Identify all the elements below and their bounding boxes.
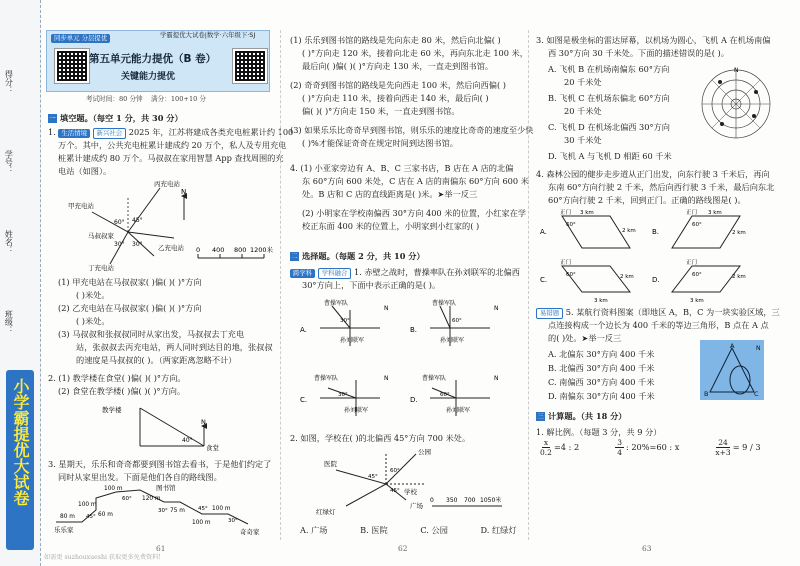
student-id-label: 学号： — [4, 150, 14, 174]
route-len-5: 75 m — [170, 508, 185, 514]
s1-q2-num: 2. — [48, 373, 56, 383]
book-info: 学霸提优大试卷|数学·六年级下·SJ — [160, 31, 256, 39]
map2-angle-2: 45° — [390, 488, 400, 494]
calc-2-num: 24 — [718, 438, 728, 447]
calc-row — [540, 438, 761, 457]
s1-q1-sub-1[interactable]: ( )米处。 — [76, 290, 110, 300]
badge-cross-subject: 跨学科 — [290, 269, 315, 278]
s1-q1-sub-3[interactable]: ( )米处。 — [76, 316, 110, 326]
map-angle-1: 45° — [132, 217, 143, 224]
section-3-title: 计算题。（共 18 分） — [548, 411, 627, 421]
map2-square: 广场 — [410, 502, 423, 510]
right-q3-opt-6[interactable]: D. 飞机 A 与飞机 D 相距 60 千米 — [548, 151, 672, 161]
map2-park: 公园 — [418, 448, 431, 456]
opt-a-angle: 30° — [340, 318, 350, 324]
calc-item-0[interactable] — [540, 438, 579, 457]
unit-title: 第五单元能力提优（B 卷） — [89, 53, 217, 65]
opt-c-cao: 曹操军队 — [314, 375, 339, 382]
fig-canteen: 食堂 — [206, 444, 219, 452]
opt-d-north: N — [494, 375, 499, 382]
route-len-7: 100 m — [212, 506, 231, 512]
r-opt-a-3km: 3 km — [580, 210, 594, 216]
map2-angle-1: 45° — [368, 474, 378, 480]
mid-s2-q2-opt-a[interactable]: A. 广场 — [300, 525, 328, 535]
tri-c: C — [754, 390, 759, 398]
mid-s2-q2-opt-d[interactable]: D. 红绿灯 — [480, 525, 517, 535]
scale-0: 0 — [196, 246, 201, 254]
mid-s2-q2-opt-c[interactable]: C. 公园 — [420, 525, 448, 535]
s1-q2-sub-0[interactable]: (1) 教学楼在食堂( )偏( )( )°方向。 — [58, 373, 186, 383]
qr-code-right — [233, 49, 267, 83]
section-3-heading — [536, 410, 627, 422]
r-opt-d-2km: 2 km — [732, 274, 746, 280]
right-q4-line-2[interactable]: 60°方向行驶 2 千米，回到正门。正确的路线图是( )。 — [548, 195, 746, 205]
r-opt-c-angle: 60° — [566, 272, 576, 278]
opt-a-north: N — [384, 305, 389, 312]
option-d-figure[interactable] — [410, 366, 510, 426]
map-label-b: 乙充电站 — [158, 244, 184, 252]
right-q5-line-1: 点连接构成一个边长为 400 千米的等边三角形，B 点在 A 点 — [548, 320, 769, 330]
score-label: 得分： — [4, 70, 14, 94]
badge-emerging: 新兴社会 — [93, 128, 127, 139]
calc-0-den: 0.2 — [540, 448, 552, 457]
s1-q3-num: 3. — [48, 459, 56, 469]
right-q3-opt-1: 20 千米处 — [564, 77, 602, 87]
map2-scale-3: 1050米 — [480, 497, 502, 504]
opt-d-label: D. — [410, 396, 418, 404]
right-q5-opt-1[interactable]: B. 北偏西 30°方向 400 千米 — [548, 363, 655, 373]
option-c-figure[interactable] — [300, 366, 400, 426]
footer-page-left: 61 — [156, 544, 166, 553]
map-label-home: 马叔叔家 — [88, 232, 114, 240]
route-angle-3: 45° — [198, 506, 208, 512]
mid-s2-q1-text-0: 1. 赤壁之战时，曹操率队在孙刘联军的北偏西 — [353, 267, 520, 277]
r-opt-b-3km: 3 km — [708, 210, 722, 216]
mid-s2-q1-line-1[interactable]: 30°方向上，下面中表示正确的是( )。 — [302, 280, 441, 290]
right-q5-text-0: 5. 某航行资料图案（即地区 A，B，C 为一块实验区域，三 — [565, 307, 780, 317]
option-a-figure[interactable] — [300, 296, 400, 356]
route-option-b[interactable] — [652, 208, 762, 256]
map2-scale-0: 0 — [430, 497, 434, 504]
opt-d-cao: 曹操军队 — [422, 375, 447, 382]
mid-q3-line-5[interactable]: 偏( )( )°方向走 150 米，一直走到图书馆。 — [302, 106, 460, 116]
mid-q3-line-1[interactable]: ( )°方向走 120 米，接着向北走 60 米，再向东北走 100 米， — [302, 48, 528, 58]
route-len-1: 80 m — [60, 514, 75, 520]
fig-angle: 40° — [182, 437, 193, 444]
calc-item-1[interactable] — [615, 438, 679, 457]
radar-figure — [698, 66, 774, 142]
r-opt-a-gate: 正门 — [560, 210, 572, 216]
s1-q1-line-2: 桩累计建成约 80 万个。马叔叔在家用智慧 App 查找周围的充 — [58, 153, 284, 163]
right-q5-opt-3[interactable]: D. 南偏东 30°方向 400 千米 — [548, 391, 655, 401]
route-place-home2: 奇奇家 — [240, 528, 260, 536]
route-place-library: 图书馆 — [156, 484, 176, 492]
right-q3-opt-4[interactable]: C. 飞机 D 在机场北偏西 30°方向 — [548, 122, 670, 132]
map-angle-2: 30° — [132, 241, 143, 248]
s1-q1-sub-5: 站，张叔叔去丙充电站，两人同时到达目的地，张叔叔 — [76, 342, 273, 352]
mid-q3-line-2[interactable]: 最后向( )偏( )( )°方向走 130 米，一直走到图书馆。 — [302, 61, 494, 71]
map2-school: 学校 — [404, 488, 417, 496]
mid-q4-line-1: 东 60°方向 600 米处，C 店在 A 店的南偏东 60°方向 600 米 — [302, 176, 529, 186]
right-q4-line-0: 4. 森林公园的健步走步道从正门出发，向东行驶 3 千米后，再向 — [536, 169, 770, 179]
calc-2-den: x+3 — [715, 448, 731, 457]
calc-1-num: 3 — [617, 438, 622, 447]
s1-q1-sub-4: (3) 马叔叔和张叔叔同时从家出发，马叔叔去丁充电 — [58, 329, 245, 339]
opt-a-sun: 孙刘联军 — [340, 337, 365, 344]
tri-a: A — [730, 342, 735, 350]
route-len-2: 100 m — [78, 502, 97, 508]
route-len-4: 120 m — [142, 496, 161, 502]
mid-q3-line-6: (3) 如果乐乐比奇奇早到图书馆，则乐乐的速度比奇奇的速度至少快 — [290, 125, 534, 135]
right-q4-line-1: 东南 60°方向行驶 2 千米，然后向西行驶 3 千米，最后向东北 — [548, 182, 775, 192]
map-angle-0: 60° — [114, 219, 125, 226]
right-q5-opt-2[interactable]: C. 南偏西 30°方向 400 千米 — [548, 377, 655, 387]
map-north-label: N — [181, 188, 187, 196]
route-len-0: 100 m — [104, 486, 123, 492]
charging-station-map — [58, 180, 274, 272]
mid-q4-line-4[interactable]: 校正东面 400 米的位置上，小明家到小红家的( ) — [302, 221, 480, 231]
opt-b-north: N — [494, 305, 499, 312]
route-len-6: 100 m — [192, 520, 211, 526]
badge-error-prone: 易错题 — [536, 308, 563, 319]
opt-c-sun: 孙刘联军 — [344, 407, 369, 414]
r-opt-b-2km: 2 km — [732, 230, 746, 236]
map2-hospital: 医院 — [324, 460, 337, 468]
route-option-c[interactable] — [540, 256, 650, 304]
mid-q3-line-0[interactable]: (1) 乐乐到图书馆的路线是先向东走 80 米，然后向北偏( ) — [290, 35, 501, 45]
mid-q3-line-4[interactable]: ( )°方向走 110 米，接着向西走 140 米，最后向( ) — [302, 93, 489, 103]
spine-title — [6, 370, 34, 550]
school-location-map — [306, 446, 506, 518]
right-q5-opt-0[interactable]: A. 北偏东 30°方向 400 千米 — [548, 349, 655, 359]
opt-b-angle: 60° — [452, 318, 462, 324]
calc-0-num: x — [543, 438, 549, 447]
r-opt-a-2km: 2 km — [622, 228, 636, 234]
name-label: 姓名： — [4, 230, 14, 254]
right-q3-opt-3: 20 千米处 — [564, 106, 602, 116]
section-2-num: 二 — [291, 251, 298, 260]
section-2-title: 选择题。（每题 2 分，共 10 分） — [302, 251, 425, 261]
r-opt-c-2km: 2 km — [620, 274, 634, 280]
route-angle-1: 60° — [122, 496, 132, 502]
mid-q4-line-2[interactable]: 处。B 店和 C 店的直线距离是( )米。➤举一反三 — [302, 189, 478, 199]
s1-q1-line-1: 万个。其中，公共充电桩累计建成约 20 万个，私人及专用充电 — [58, 140, 287, 150]
opt-c-north: N — [384, 375, 389, 382]
mid-s2-q2-line-0[interactable]: 2. 如图，学校在( )的北偏西 45°方向 700 米处。 — [290, 433, 471, 443]
footer-page-mid: 62 — [398, 544, 408, 553]
opt-b-label: B. — [410, 326, 418, 334]
route-map — [52, 484, 272, 536]
full-score: 满分：100+10 分 — [151, 95, 207, 103]
section-1-heading — [48, 112, 183, 124]
route-len-3: 60 m — [98, 512, 113, 518]
right-q3-opt-5: 30 千米处 — [564, 135, 602, 145]
r-opt-b: B. — [652, 228, 660, 236]
badge-fusion: 学科融合 — [318, 268, 352, 279]
s1-q1-text-0: 2025 年，江苏将建成各类充电桩累计约 100 — [128, 127, 294, 137]
map-label-c: 丙充电站 — [154, 180, 180, 188]
s1-q2-line-0[interactable] — [48, 372, 186, 384]
triangle-region-figure — [700, 340, 764, 400]
watermark-text: 如需更 suzhouxueshi 获取更多免费资料! — [44, 554, 161, 561]
right-q5-line-2[interactable]: 的( )处。➤举一反三 — [548, 333, 622, 343]
radar-north: N — [734, 67, 739, 74]
r-opt-c: C. — [540, 276, 548, 284]
exam-meta — [86, 94, 206, 105]
badge-life: 生活情境 — [58, 129, 90, 138]
s1-q1-num: 1. — [48, 127, 56, 137]
r-opt-b-gate: 正门 — [686, 210, 698, 216]
route-angle-2: 30° — [158, 508, 168, 514]
s1-q1-sub-0[interactable]: (1) 甲充电站在马叔叔家( )偏( )( )°方向 — [58, 277, 202, 287]
fig-teach-building: 教学楼 — [102, 406, 122, 414]
r-opt-d-angle: 60° — [692, 272, 702, 278]
class-label: 班级： — [4, 310, 14, 334]
section-3-num: 三 — [537, 411, 544, 420]
map2-scale-1: 350 — [446, 497, 458, 504]
footer-page-right: 63 — [642, 544, 652, 553]
section-2-heading — [290, 250, 425, 262]
map-angle-3: 30° — [114, 241, 125, 248]
r-opt-d: D. — [652, 276, 660, 284]
r-opt-b-angle: 60° — [692, 222, 702, 228]
route-place-home1: 乐乐家 — [54, 526, 74, 534]
s1-q1-line-3: 电站（如图）。 — [58, 166, 112, 176]
opt-d-sun: 孙刘联军 — [446, 407, 471, 414]
right-q3-line-0: 3. 如图是极坐标的雷达屏幕，以机场为圆心，飞机 A 在机场南偏 — [536, 35, 771, 45]
s1-q1-line-0 — [48, 126, 293, 139]
map2-angle-0: 60° — [390, 468, 400, 474]
opt-b-sun: 孙刘联军 — [440, 337, 465, 344]
s1-q1-sub-6[interactable]: 的速度是马叔叔的( )。（两家距离忽略不计） — [76, 355, 237, 365]
r-opt-c-gate: 正门 — [560, 260, 572, 266]
route-option-d[interactable] — [652, 256, 762, 304]
option-b-figure[interactable] — [410, 296, 510, 356]
calc-1-den: 4 — [617, 448, 622, 457]
mid-q3-line-7[interactable]: ( )%才能保证奇奇在规定时间到达图书馆。 — [302, 138, 458, 148]
opt-b-cao: 曹操军队 — [432, 300, 457, 307]
s1-q3-line-0 — [48, 458, 271, 470]
scale-3: 1200米 — [250, 246, 274, 254]
scale-1: 400 — [212, 246, 225, 254]
mid-q4-line-3: (2) 小明家在学校南偏西 30°方向 400 米的位置，小红家在学 — [302, 208, 527, 218]
map-label-a: 甲充电站 — [68, 202, 94, 210]
section-1-num: 一 — [49, 113, 56, 122]
mid-q4-line-0: 4. (1) 小亚家旁边有 A、B、C 三家书店，B 店在 A 店的北偏 — [290, 163, 514, 173]
sync-tag: 同步单元 分层提优 — [51, 34, 110, 43]
s1-q3-line-1: 同时从家里出发。下面是他们各自的路线图。 — [58, 472, 222, 482]
right-q3-opt-2[interactable]: B. 飞机 C 在机场东偏北 60°方向 — [548, 93, 670, 103]
exam-time: 考试时间：80 分钟 — [86, 95, 143, 103]
spine-title-text: 小学霸提优大试卷 — [11, 378, 30, 506]
right-q3-opt-0[interactable]: A. 飞机 B 在机场南偏东 60°方向 — [548, 64, 670, 74]
fig-north: N — [201, 418, 206, 426]
calc-title: 1. 解比例。（每题 3 分，共 9 分） — [536, 427, 662, 437]
calc-2-rest: = 9 / 3 — [732, 442, 761, 453]
map-label-d: 丁充电站 — [88, 264, 114, 272]
mid-s2-q2-opt-b[interactable]: B. 医院 — [360, 525, 388, 535]
opt-a-cao: 曹操军队 — [324, 300, 349, 307]
r-opt-a: A. — [540, 228, 547, 236]
r-opt-a-angle: 60° — [566, 222, 576, 228]
s1-q2-sub-1[interactable]: (2) 食堂在教学楼( )偏( )( )°方向。 — [58, 386, 186, 396]
r-opt-d-3km: 3 km — [690, 298, 704, 304]
mid-s2-q2-options — [300, 524, 517, 536]
column-divider-1 — [280, 30, 282, 540]
calc-1-rest: : 20%=60 : x — [625, 442, 680, 453]
column-divider-2 — [528, 30, 530, 540]
s1-q3-text-0: 星期天，乐乐和奇奇都要到图书馆去看书，于是他们约定了 — [58, 459, 272, 469]
subtitle: 关键能力提优 — [121, 72, 176, 82]
mid-q3-line-3[interactable]: (2) 奇奇到图书馆的路线是先向西走 100 米，然后向西偏( ) — [290, 80, 506, 90]
tri-b: B — [704, 390, 709, 398]
opt-c-angle: 30° — [338, 392, 348, 398]
opt-c-label: C. — [300, 396, 308, 404]
left-binding-strip — [0, 0, 41, 566]
r-opt-d-gate: 正门 — [686, 260, 698, 266]
opt-d-angle: 60° — [440, 392, 450, 398]
right-q5-line-0 — [536, 306, 780, 319]
mid-s2-q1-line-0 — [290, 266, 520, 279]
map2-scale-2: 700 — [464, 497, 476, 504]
s1-q1-sub-2[interactable]: (2) 乙充电站在马叔叔家( )偏( )( )°方向 — [58, 303, 202, 313]
calc-0-rest: =4 : 2 — [553, 442, 580, 453]
tri-n: N — [756, 345, 761, 352]
route-option-a[interactable] — [540, 208, 650, 256]
section-1-title: 填空题。（每空 1 分，共 30 分） — [60, 113, 183, 123]
scale-2: 800 — [234, 246, 247, 254]
route-angle-4: 30° — [228, 518, 238, 524]
r-opt-c-3km: 3 km — [594, 298, 608, 304]
calc-item-2[interactable] — [715, 438, 760, 457]
opt-a-label: A. — [300, 326, 307, 334]
qr-code-left — [55, 49, 89, 83]
map2-light: 红绿灯 — [316, 508, 336, 516]
school-canteen-figure — [100, 402, 230, 452]
right-q3-line-1[interactable]: 西 30°方向 30 千米处。下面的描述错误的是( )。 — [548, 48, 729, 58]
route-angle-0: 45° — [86, 514, 96, 520]
